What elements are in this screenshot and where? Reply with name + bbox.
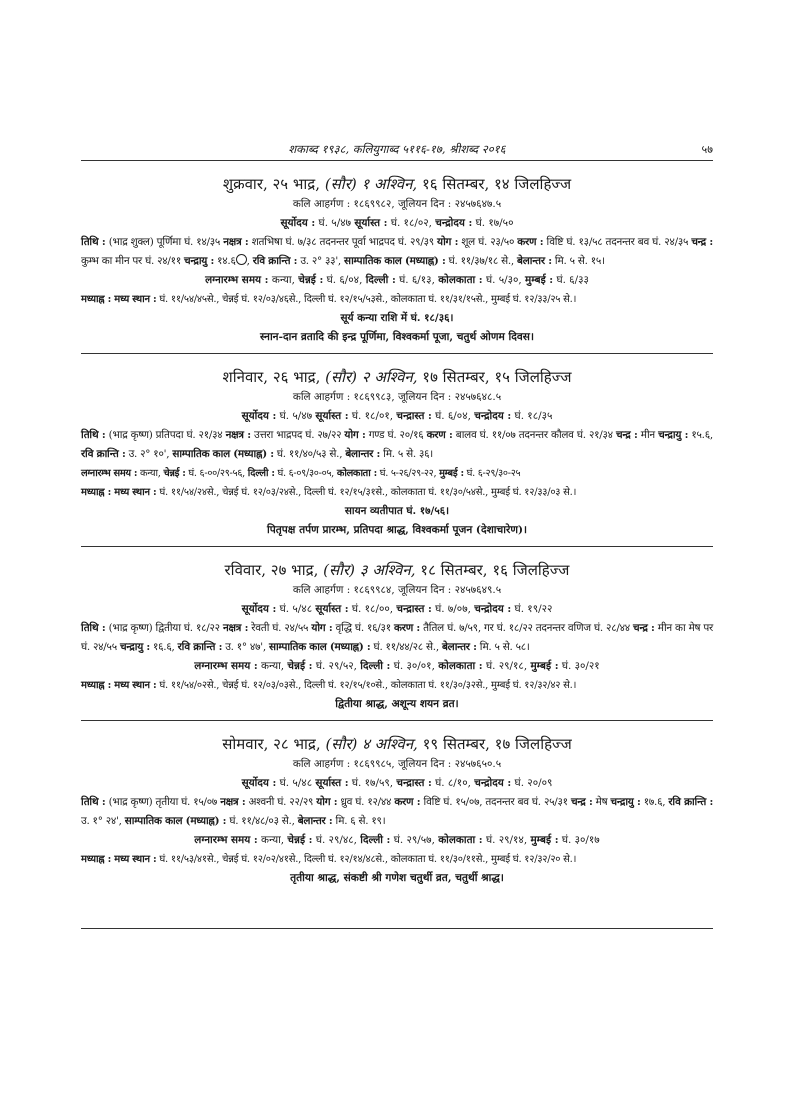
sampatik-label: साम्पातिक काल (मध्याह्न) : bbox=[344, 255, 446, 267]
ravi-text: उ. २° १०', bbox=[128, 448, 170, 460]
chandra-text: मीन का मेष पर घं. २४/५५ bbox=[81, 622, 714, 653]
lagna-label: लग्नारम्भ समय : bbox=[81, 468, 138, 479]
ravi-text: उ. १° २४', bbox=[81, 815, 122, 827]
sun-val3: घं. ६/०४, bbox=[435, 410, 471, 422]
madhyahna-label: मध्याह्न : मध्य स्थान : bbox=[81, 487, 157, 498]
sun-val3: घं. ७/०७, bbox=[435, 603, 471, 615]
chandra-label: चन्द्र : bbox=[615, 429, 638, 441]
nakshatra-text: अश्वनी घं. २२/२९ bbox=[248, 796, 314, 808]
sun-val2: घं. १८/०२, bbox=[390, 217, 432, 229]
lagna-text1: कन्या, bbox=[271, 274, 295, 286]
almanac-page bbox=[81, 138, 713, 929]
lagna-v4: घं. ६-२९/३०-२५ bbox=[466, 468, 521, 479]
madhyahna-line bbox=[81, 676, 713, 695]
lagna-c3: कोलकाता : bbox=[438, 660, 483, 672]
ravi-label: रवि क्रान्ति : bbox=[252, 255, 298, 267]
sun-moon-line bbox=[81, 774, 713, 793]
lagna-v2: घं. २९/५७, bbox=[393, 834, 435, 846]
title-post: १९ सितम्बर, १७ जिलहिज्ज bbox=[422, 735, 572, 753]
chandrayu-label: चन्द्रायु : bbox=[184, 255, 215, 267]
lagna-c2: दिल्ली : bbox=[365, 274, 396, 286]
sampatik-label: साम्पातिक काल (मध्याह्न) : bbox=[124, 815, 227, 827]
moon-circle-icon bbox=[236, 254, 247, 265]
chandra-text: कुम्भ का मीन पर घं. २४/११ bbox=[81, 255, 181, 267]
festival-line: तृतीया श्राद्ध, संकष्टी श्री गणेश चतुर्थी व्रत, चतुर्थी श्राद्ध। bbox=[290, 872, 504, 884]
chandrayu-text: १४.६ bbox=[217, 255, 236, 267]
yoga-text: गण्ड घं. २०/१६ bbox=[368, 429, 424, 441]
sun-val1: घं. ५/४८ bbox=[279, 603, 313, 615]
tithi-label: तिथि : bbox=[81, 429, 106, 441]
title-pre: सोमवार, २८ भाद्र, bbox=[222, 735, 321, 753]
sampatik-label: साम्पातिक काल (मध्याह्न) : bbox=[268, 641, 371, 653]
lagna-label: लग्नारम्भ समय : bbox=[194, 834, 258, 846]
sun-label1: सूर्योदय : bbox=[280, 217, 316, 229]
kali-line: कलि आहर्गण : १८६९९८३, जूलियन दिन : २४५७६४८.५ bbox=[292, 391, 502, 403]
sun-label4: चन्द्रोदय : bbox=[474, 410, 512, 422]
sun-label3: चन्द्रास्त : bbox=[396, 410, 432, 422]
day-entry bbox=[81, 161, 713, 353]
sun-label1: सूर्योदय : bbox=[241, 777, 277, 789]
sun-label3: चन्द्रास्त : bbox=[396, 603, 432, 615]
nakshatra-label: नक्षत्र : bbox=[222, 622, 249, 634]
sampatik-text: घं. ११/४०/५३ से., bbox=[276, 448, 343, 460]
title-pre: रविवार, २७ भाद्र, bbox=[224, 561, 319, 579]
yoga-text: वृद्धि घं. १६/३१ bbox=[335, 622, 391, 634]
belantar-label: बेलान्तर : bbox=[297, 815, 333, 827]
sun-val4: घं. १८/३५ bbox=[514, 410, 553, 422]
chandrayu-text: १७.६, bbox=[643, 796, 666, 808]
day-title bbox=[81, 733, 713, 755]
karana-label: करण : bbox=[426, 429, 453, 441]
sun-moon-line bbox=[81, 214, 713, 233]
lagna-c4: मुम्बई : bbox=[530, 660, 559, 672]
sun-val3: घं. १७/५० bbox=[475, 217, 514, 229]
lagna-v1: घं. ६/०४, bbox=[326, 274, 363, 286]
madhyahna-line bbox=[81, 483, 713, 502]
nakshatra-label: नक्षत्र : bbox=[225, 429, 251, 441]
lagna-c2: दिल्ली : bbox=[360, 660, 391, 672]
lagna-v2: घं. ६/१३, bbox=[399, 274, 435, 286]
lagna-line bbox=[81, 464, 713, 483]
sun-label1: सूर्योदय : bbox=[241, 603, 277, 615]
belantar-text: मि. ५ से. १५। bbox=[554, 255, 605, 267]
chandrayu-text: १६.६, bbox=[153, 641, 175, 653]
festival-line: द्वितीया श्राद्ध, अशून्य शयन व्रत। bbox=[335, 698, 459, 710]
title-saur: (सौर) १ अश्विन, bbox=[324, 175, 418, 193]
sun-val1: घं. ५/४७ bbox=[279, 410, 313, 422]
lagna-c2: दिल्ली : bbox=[247, 468, 275, 479]
title-saur: (सौर) ३ अश्विन, bbox=[323, 561, 416, 579]
day-title bbox=[81, 366, 713, 388]
sun-label4: चन्द्रोदय : bbox=[474, 603, 512, 615]
day-title bbox=[81, 173, 713, 195]
sun-val4: घं. २०/०९ bbox=[514, 777, 553, 789]
lagna-c3: कोलकाता : bbox=[336, 468, 377, 479]
lagna-v3: घं. २९/१८, bbox=[485, 660, 528, 672]
karana-text: विष्टि घं. १३/५८ तदनन्तर बव घं. २४/३५ bbox=[546, 236, 689, 248]
sun-val1: घं. ५/४७ bbox=[318, 217, 352, 229]
chandrayu-label: चन्द्रायु : bbox=[658, 429, 689, 441]
lagna-text1: कन्या, bbox=[140, 468, 161, 479]
running-title: शकाब्द १९३८, कलियुगाब्द ५११६-१७, श्रीशब्द २०१६ bbox=[288, 142, 506, 156]
sun-val2: घं. १७/५९, bbox=[351, 777, 394, 789]
title-saur: (सौर) ४ अश्विन, bbox=[325, 735, 418, 753]
kali-line: कलि आहर्गण : १८६९९८४, जूलियन दिन : २४५७६४९.५ bbox=[292, 584, 502, 596]
chandra-text: मेष bbox=[595, 796, 608, 808]
ravi-label: रवि क्रान्ति : bbox=[668, 796, 714, 808]
lagna-v3: घं. २९/१४, bbox=[485, 834, 528, 846]
nakshatra-label: नक्षत्र : bbox=[223, 236, 249, 248]
ravi-label: रवि क्रान्ति : bbox=[177, 641, 223, 653]
lagna-v2: घं. ३०/०१, bbox=[393, 660, 435, 672]
title-pre: शनिवार, २६ भाद्र, bbox=[222, 368, 321, 386]
page-number: ५७ bbox=[701, 143, 713, 156]
sun-val2: घं. १८/०१, bbox=[351, 410, 394, 422]
ravi-label: रवि क्रान्ति : bbox=[81, 448, 126, 460]
madhyahna-label: मध्याह्न : मध्य स्थान : bbox=[81, 294, 157, 305]
lagna-v4: घं. ३०/१७ bbox=[561, 834, 600, 846]
panchang-details bbox=[81, 793, 713, 831]
sun-moon-line bbox=[81, 600, 713, 619]
madhyahna-label: मध्याह्न : मध्य स्थान : bbox=[81, 680, 157, 691]
nakshatra-label: नक्षत्र : bbox=[220, 796, 246, 808]
lagna-line bbox=[81, 271, 713, 290]
nakshatra-text: शतभिषा घं. ७/३८ तदनन्तर पूर्वा भाद्रपद घं. २९/३९ bbox=[251, 236, 434, 248]
title-saur: (सौर) २ अश्विन, bbox=[325, 368, 418, 386]
tithi-label: तिथि : bbox=[81, 622, 106, 634]
sun-val3: घं. ८/१०, bbox=[435, 777, 471, 789]
lagna-c1: चेन्नई : bbox=[298, 274, 324, 286]
sun-val2: घं. १८/००, bbox=[351, 603, 394, 615]
madhyahna-text: घं. ११/५३/४१से., चेन्नई घं. १२/०२/४१से., दिल्ली घं. १२/१४/४८से., कोलकाता घं. ११/३०/११से., मुम्बई घं. १२/३२/२० से.। bbox=[159, 854, 577, 865]
lagna-c1: चेन्नई : bbox=[163, 468, 186, 479]
karana-text: तैतिल घं. ७/५९, गर घं. १८/२२ तदनन्तर वणिज घं. २८/४४ bbox=[423, 622, 630, 634]
lagna-c1: चेन्नई : bbox=[287, 660, 313, 672]
title-post: १८ सितम्बर, १६ जिलहिज्ज bbox=[420, 561, 570, 579]
tithi-label: तिथि : bbox=[81, 236, 106, 248]
day-entry bbox=[81, 547, 713, 720]
chandra-text: मीन bbox=[640, 429, 655, 441]
yoga-label: योग : bbox=[437, 236, 459, 248]
yoga-label: योग : bbox=[344, 429, 366, 441]
sun-label3: चन्द्रोदय : bbox=[435, 217, 473, 229]
extra-note: सूर्य कन्या राशि में घं. १८/३६। bbox=[340, 312, 454, 324]
festival-line: स्नान-दान व्रतादि की इन्द्र पूर्णिमा, विश्वकर्मा पूजा, चतुर्थ ओणम दिवस। bbox=[260, 331, 534, 343]
yoga-text: ध्रुव घं. १२/४४ bbox=[340, 796, 392, 808]
sun-val4: घं. १९/२२ bbox=[514, 603, 553, 615]
lagna-c4: मुम्बई : bbox=[530, 834, 559, 846]
nakshatra-text: उत्तरा भाद्रपद घं. २७/२२ bbox=[254, 429, 342, 441]
sun-val1: घं. ५/४८ bbox=[279, 777, 313, 789]
belantar-text: मि. ५ से. ५८। bbox=[479, 641, 530, 653]
chandra-label: चन्द्र : bbox=[633, 622, 655, 634]
kali-line: कलि आहर्गण : १८६९९८५, जूलियन दिन : २४५७६५०.५ bbox=[292, 758, 502, 770]
running-header bbox=[81, 138, 713, 160]
day-entry bbox=[81, 354, 713, 546]
madhyahna-text: घं. ११/५४/२४से., चेन्नई घं. १२/०३/२४से., दिल्ली घं. १२/१५/३१से., कोलकाता घं. ११/३०/५४से., मुम्बई घं. १२/३३/०३ से.। bbox=[159, 487, 577, 498]
madhyahna-text: घं. ११/५४/०२से., चेन्नई घं. १२/०३/०३से., दिल्ली घं. १२/१५/१०से., कोलकाता घं. ११/३०/३२से., मुम्बई घं. १२/३२/४२ से.। bbox=[159, 680, 577, 691]
tithi-text: (भाद्र कृष्ण) तृतीया घं. १५/०७ bbox=[108, 796, 218, 808]
nakshatra-text: रेवती घं. २४/५५ bbox=[251, 622, 309, 634]
lagna-label: लग्नारम्भ समय : bbox=[205, 274, 269, 286]
karana-label: करण : bbox=[394, 796, 421, 808]
lagna-c4: मुम्बई : bbox=[439, 468, 464, 479]
lagna-c3: कोलकाता : bbox=[438, 274, 483, 286]
lagna-v1: घं. ६-००/२९-५६, bbox=[188, 468, 245, 479]
kali-line: कलि आहर्गण : १८६९९८२, जूलियन दिन : २४५७६४७.५ bbox=[292, 198, 502, 210]
karana-text: विष्टि घं. १५/०७, तदनन्तर बव घं. २५/३१ bbox=[423, 796, 568, 808]
lagna-text1: कन्या, bbox=[261, 660, 285, 672]
chandra-label: चन्द्र : bbox=[691, 236, 713, 248]
chandra-label: चन्द्र : bbox=[570, 796, 593, 808]
belantar-text: मि. ५ से. ३६। bbox=[383, 448, 433, 460]
footer-rule bbox=[81, 928, 713, 929]
yoga-label: योग : bbox=[316, 796, 338, 808]
sun-label3: चन्द्रास्त : bbox=[396, 777, 432, 789]
title-post: १६ सितम्बर, १४ जिलहिज्ज bbox=[421, 175, 572, 193]
yoga-label: योग : bbox=[311, 622, 333, 634]
sun-label2: सूर्यास्त : bbox=[315, 603, 349, 615]
extra-note: सायन व्यतीपात घं. १७/५६। bbox=[344, 505, 450, 517]
tithi-text: (भाद्र कृष्ण) प्रतिपदा घं. २१/३४ bbox=[108, 429, 223, 441]
day-entry bbox=[81, 721, 713, 894]
lagna-c1: चेन्नई : bbox=[287, 834, 313, 846]
day-title bbox=[81, 559, 713, 581]
ravi-text: उ. २° ३३', bbox=[300, 255, 341, 267]
lagna-c2: दिल्ली : bbox=[360, 834, 391, 846]
sun-label4: चन्द्रोदय : bbox=[474, 777, 512, 789]
lagna-c4: मुम्बई : bbox=[525, 274, 554, 286]
lagna-c3: कोलकाता : bbox=[438, 834, 483, 846]
lagna-line bbox=[81, 831, 713, 850]
sampatik-label: साम्पातिक काल (मध्याह्न) : bbox=[172, 448, 274, 460]
sun-label2: सूर्यास्त : bbox=[315, 410, 349, 422]
belantar-text: मि. ६ से. १९। bbox=[335, 815, 386, 827]
chandrayu-label: चन्द्रायु : bbox=[610, 796, 641, 808]
lagna-text1: कन्या, bbox=[261, 834, 285, 846]
lagna-v4: घं. ३०/२१ bbox=[561, 660, 600, 672]
lagna-v2: घं. ६-०९/३०-०५, bbox=[277, 468, 334, 479]
panchang-details bbox=[81, 619, 713, 657]
karana-label: करण : bbox=[393, 622, 420, 634]
karana-text: बालव घं. ११/०७ तदनन्तर कौलव घं. २१/३४ bbox=[455, 429, 613, 441]
chandrayu-label: चन्द्रायु : bbox=[119, 641, 150, 653]
sampatik-text: घं. ११/४८/०३ से., bbox=[229, 815, 295, 827]
sun-label1: सूर्योदय : bbox=[241, 410, 277, 422]
madhyahna-line bbox=[81, 290, 713, 309]
lagna-v3: घं. ५/३०, bbox=[485, 274, 522, 286]
ravi-text: उ. १° ४७', bbox=[225, 641, 266, 653]
tithi-label: तिथि : bbox=[81, 796, 106, 808]
madhyahna-line bbox=[81, 850, 713, 869]
belantar-label: बेलान्तर : bbox=[345, 448, 381, 460]
belantar-label: बेलान्तर : bbox=[441, 641, 477, 653]
tithi-text: (भाद्र शुक्ल) पूर्णिमा घं. १४/३५ bbox=[108, 236, 221, 248]
lagna-v3: घं. ५-२६/२९-२२, bbox=[379, 468, 437, 479]
lagna-v1: घं. २९/४८, bbox=[315, 834, 357, 846]
sun-moon-line bbox=[81, 407, 713, 426]
chandrayu-text: १५.६, bbox=[691, 429, 713, 441]
sampatik-text: घं. ११/४४/२८ से., bbox=[373, 641, 439, 653]
yoga-text: शूल घं. २३/५० bbox=[461, 236, 515, 248]
lagna-v1: घं. २९/५२, bbox=[315, 660, 357, 672]
lagna-v4: घं. ६/३३ bbox=[556, 274, 589, 286]
title-pre: शुक्रवार, २५ भाद्र, bbox=[222, 175, 321, 193]
panchang-details bbox=[81, 426, 713, 464]
madhyahna-text: घं. ११/५४/४५से., चेन्नई घं. १२/०३/४६से., दिल्ली घं. १२/१५/५३से., कोलकाता घं. ११/३१/१५से., मुम्बई घं. १२/३३/२५ से.। bbox=[159, 294, 577, 305]
sampatik-text: घं. ११/३७/१८ से., bbox=[448, 255, 514, 267]
lagna-label: लग्नारम्भ समय : bbox=[194, 660, 258, 672]
sun-label2: सूर्यास्त : bbox=[315, 777, 349, 789]
panchang-details: तिथि : (भाद्र शुक्ल) पूर्णिमा घं. १४/३५ नक्षत्र : शतभिषा घं. ७/३८ तदनन्तर पूर्वा भाद्रपद घं. २९/३९ योग : शूल घं. २३/५० करण : विष्टि घं. १३/५८ तदनन्तर बव घं. २४/३५ चन्द्र : कुम्भ का मीन पर घं. २४/११ चन्द्रायु : १४.६ , रवि क्रान्ति : उ. २° ३३', साम्पातिक काल (मध्याह्न) : घं. ११/३७/१८ से., बेलान्तर : मि. ५ से. १५। bbox=[81, 236, 713, 267]
belantar-label: बेलान्तर : bbox=[517, 255, 552, 267]
title-post: १७ सितम्बर, १५ जिलहिज्ज bbox=[422, 368, 572, 386]
tithi-text: (भाद्र कृष्ण) द्वितीया घं. १८/२२ bbox=[108, 622, 220, 634]
karana-label: करण : bbox=[517, 236, 544, 248]
lagna-line bbox=[81, 657, 713, 676]
madhyahna-label: मध्याह्न : मध्य स्थान : bbox=[81, 854, 157, 865]
sun-label2: सूर्यास्त : bbox=[354, 217, 388, 229]
festival-line: पितृपक्ष तर्पण प्रारम्भ, प्रतिपदा श्राद्ध, विश्वकर्मा पूजन (देशाचारेण)। bbox=[266, 524, 528, 536]
